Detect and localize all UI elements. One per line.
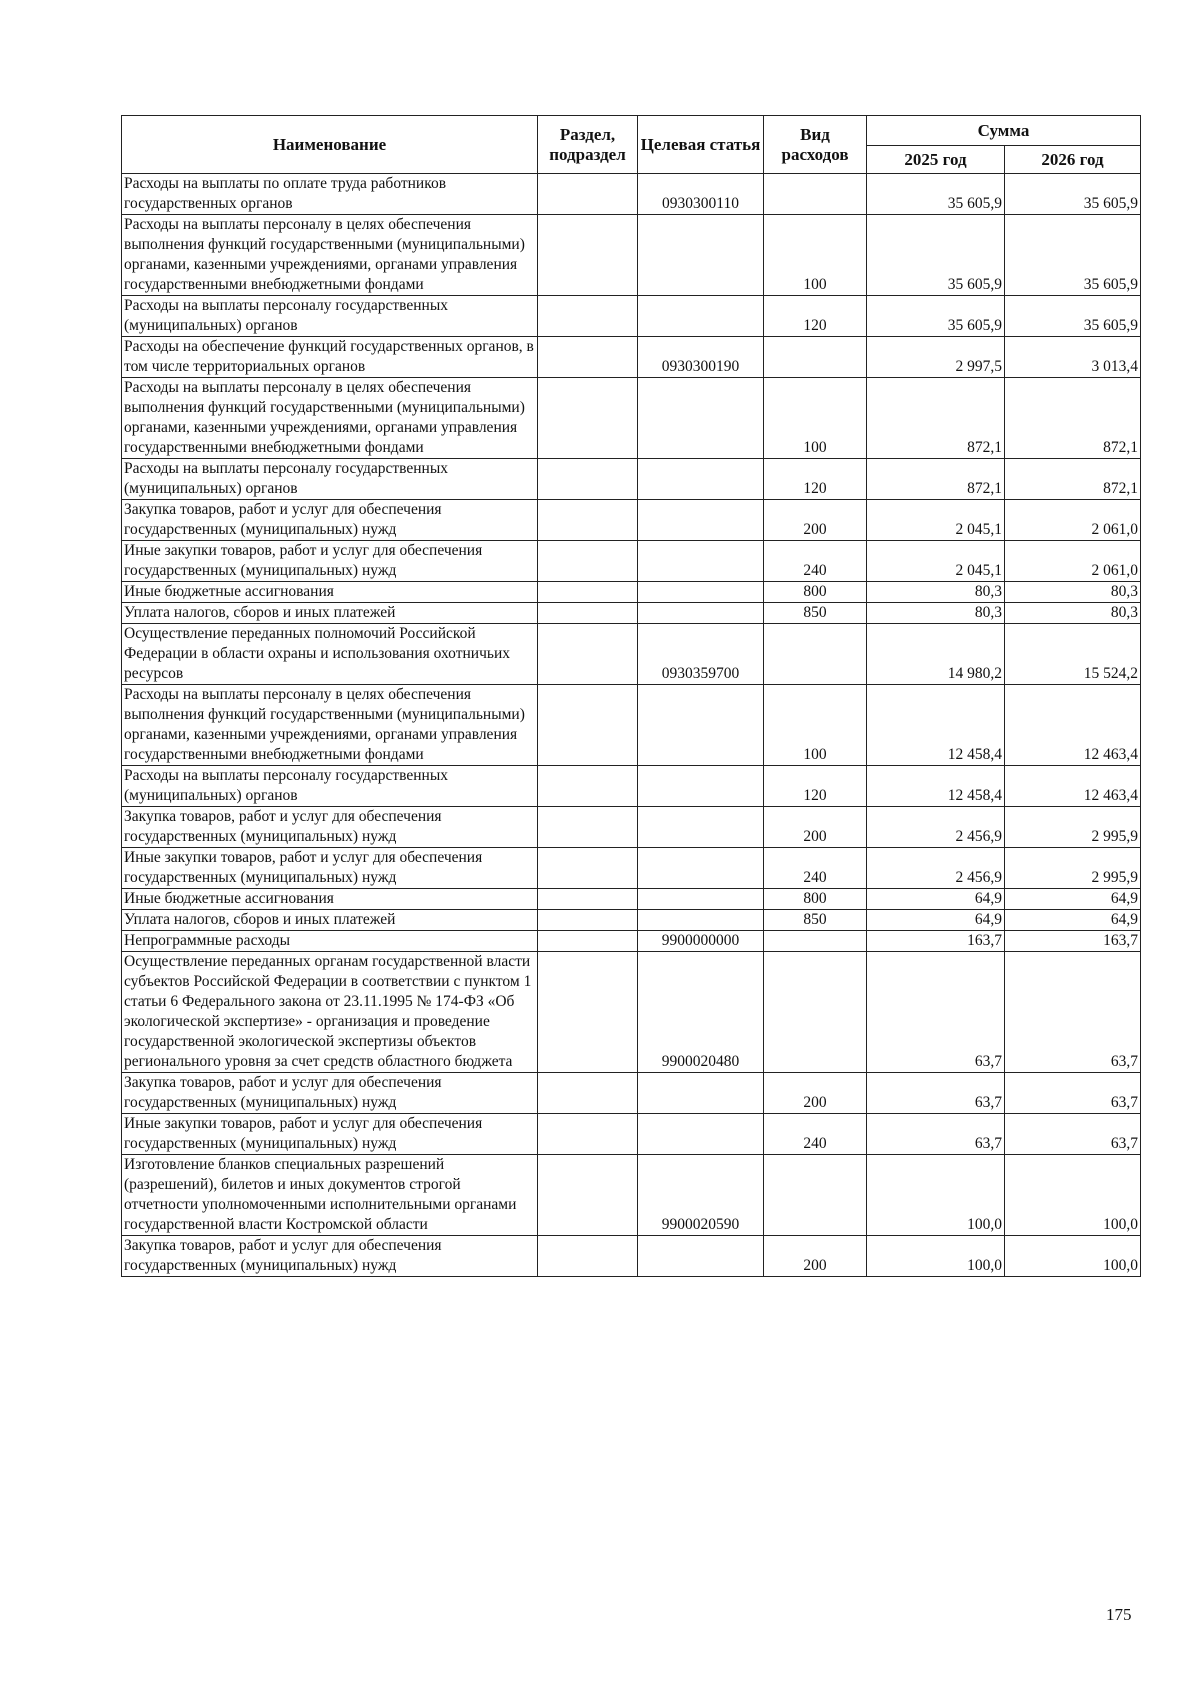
table-row [122,582,1141,603]
row-value-2025-cell: 2 456,9 [867,807,1005,848]
row-kind-cell: 120 [764,766,867,807]
row-value-2026-cell: 35 605,9 [1005,215,1141,296]
page-number: 175 [1106,1605,1132,1624]
header-year-2026: 2026 год [1005,146,1141,174]
row-section-cell [538,910,638,931]
row-kind-cell: 240 [764,541,867,582]
table-row [122,1155,1141,1236]
row-value-2026-cell: 63,7 [1005,952,1141,1073]
row-value-2025-cell: 872,1 [867,459,1005,500]
row-target-cell [638,541,764,582]
row-value-2025-cell: 35 605,9 [867,296,1005,337]
table-row [122,766,1141,807]
row-value-2026-cell: 80,3 [1005,603,1141,624]
row-kind-cell: 200 [764,1073,867,1114]
row-target-cell [638,766,764,807]
header-section: Раздел, подраздел [538,116,638,174]
row-section-cell [538,500,638,541]
row-name-cell: Осуществление переданных органам государственной власти субъектов Российской Федерации в соответствии с пунктом 1 статьи 6 Федерального закона от 23.11.1995 № 174-ФЗ «Об экологической экспертизе» - организация и проведение государственной экологической экспертизы объектов регионального уровня за счет средств областного бюджета [122,952,538,1073]
header-name: Наименование [122,116,538,174]
table-row [122,215,1141,296]
row-value-2025-cell: 64,9 [867,910,1005,931]
row-section-cell [538,337,638,378]
row-kind-cell: 120 [764,459,867,500]
row-kind-cell: 850 [764,910,867,931]
row-name-cell: Расходы на выплаты персоналу в целях обеспечения выполнения функций государственными (муниципальными) органами, казенными учреждениями, органами управления государственными внебюджетными фондами [122,685,538,766]
table-row [122,378,1141,459]
row-target-cell [638,889,764,910]
row-section-cell [538,1114,638,1155]
row-name-cell: Расходы на выплаты персоналу в целях обеспечения выполнения функций государственными (муниципальными) органами, казенными учреждениями, органами управления государственными внебюджетными фондами [122,378,538,459]
row-section-cell [538,807,638,848]
table-row [122,848,1141,889]
table-row [122,910,1141,931]
row-section-cell [538,378,638,459]
row-name-cell: Иные бюджетные ассигнования [122,889,538,910]
row-section-cell [538,889,638,910]
row-kind-cell: 200 [764,500,867,541]
row-value-2025-cell: 2 045,1 [867,500,1005,541]
row-kind-cell: 100 [764,215,867,296]
row-value-2026-cell: 100,0 [1005,1236,1141,1277]
row-target-cell [638,807,764,848]
row-section-cell [538,174,638,215]
row-value-2026-cell: 163,7 [1005,931,1141,952]
row-value-2025-cell: 2 997,5 [867,337,1005,378]
table-row [122,931,1141,952]
row-value-2026-cell: 2 995,9 [1005,848,1141,889]
row-target-cell: 0930359700 [638,624,764,685]
table-row [122,685,1141,766]
row-value-2026-cell: 35 605,9 [1005,296,1141,337]
row-section-cell [538,952,638,1073]
row-value-2025-cell: 872,1 [867,378,1005,459]
row-section-cell [538,1073,638,1114]
row-target-cell [638,1236,764,1277]
row-target-cell [638,1114,764,1155]
row-name-cell: Расходы на выплаты персоналу государственных (муниципальных) органов [122,766,538,807]
row-target-cell [638,603,764,624]
row-target-cell: 0930300110 [638,174,764,215]
row-value-2025-cell: 2 456,9 [867,848,1005,889]
header-target: Целевая статья [638,116,764,174]
row-value-2026-cell: 80,3 [1005,582,1141,603]
row-section-cell [538,931,638,952]
row-target-cell [638,500,764,541]
row-value-2026-cell: 64,9 [1005,910,1141,931]
row-value-2026-cell: 872,1 [1005,459,1141,500]
row-kind-cell: 200 [764,807,867,848]
row-kind-cell [764,624,867,685]
row-target-cell [638,848,764,889]
row-value-2025-cell: 12 458,4 [867,685,1005,766]
row-target-cell: 9900020480 [638,952,764,1073]
table-row [122,337,1141,378]
row-value-2026-cell: 2 061,0 [1005,500,1141,541]
row-value-2025-cell: 63,7 [867,952,1005,1073]
table-row [122,889,1141,910]
row-value-2025-cell: 100,0 [867,1236,1005,1277]
row-value-2025-cell: 100,0 [867,1155,1005,1236]
row-name-cell: Расходы на выплаты персоналу государственных (муниципальных) органов [122,296,538,337]
table-row [122,296,1141,337]
row-value-2026-cell: 3 013,4 [1005,337,1141,378]
row-target-cell: 9900000000 [638,931,764,952]
budget-table [121,115,1141,1277]
row-name-cell: Расходы на выплаты по оплате труда работников государственных органов [122,174,538,215]
row-kind-cell [764,931,867,952]
row-section-cell [538,766,638,807]
row-target-cell [638,910,764,931]
table-row [122,459,1141,500]
row-section-cell [538,215,638,296]
row-value-2026-cell: 12 463,4 [1005,766,1141,807]
row-name-cell: Изготовление бланков специальных разрешений (разрешений), билетов и иных документов строгой отчетности уполномоченными исполнительными органами государственной власти Костромской области [122,1155,538,1236]
row-target-cell [638,582,764,603]
row-name-cell: Закупка товаров, работ и услуг для обеспечения государственных (муниципальных) нужд [122,1236,538,1277]
row-kind-cell: 120 [764,296,867,337]
row-target-cell [638,459,764,500]
row-kind-cell: 100 [764,378,867,459]
row-value-2026-cell: 2 061,0 [1005,541,1141,582]
table-row [122,500,1141,541]
row-value-2026-cell: 12 463,4 [1005,685,1141,766]
row-kind-cell: 850 [764,603,867,624]
row-kind-cell: 800 [764,889,867,910]
row-kind-cell [764,952,867,1073]
row-section-cell [538,296,638,337]
row-section-cell [538,1155,638,1236]
row-target-cell [638,215,764,296]
row-kind-cell: 240 [764,848,867,889]
row-value-2025-cell: 163,7 [867,931,1005,952]
table-row [122,624,1141,685]
table-row [122,1073,1141,1114]
row-name-cell: Расходы на обеспечение функций государственных органов, в том числе территориальных органов [122,337,538,378]
row-name-cell: Уплата налогов, сборов и иных платежей [122,910,538,931]
row-value-2025-cell: 80,3 [867,603,1005,624]
row-name-cell: Осуществление переданных полномочий Российской Федерации в области охраны и использования охотничьих ресурсов [122,624,538,685]
row-target-cell: 0930300190 [638,337,764,378]
row-value-2025-cell: 12 458,4 [867,766,1005,807]
table-row [122,603,1141,624]
row-value-2025-cell: 35 605,9 [867,174,1005,215]
row-section-cell [538,624,638,685]
table-row [122,807,1141,848]
row-target-cell [638,296,764,337]
row-value-2026-cell: 872,1 [1005,378,1141,459]
row-kind-cell [764,174,867,215]
row-name-cell: Иные бюджетные ассигнования [122,582,538,603]
row-kind-cell [764,1155,867,1236]
table-row [122,1236,1141,1277]
row-value-2025-cell: 63,7 [867,1114,1005,1155]
header-kind: Вид расходов [764,116,867,174]
row-section-cell [538,541,638,582]
row-name-cell: Закупка товаров, работ и услуг для обеспечения государственных (муниципальных) нужд [122,500,538,541]
row-section-cell [538,1236,638,1277]
row-target-cell [638,685,764,766]
row-value-2026-cell: 15 524,2 [1005,624,1141,685]
row-kind-cell: 800 [764,582,867,603]
row-value-2026-cell: 35 605,9 [1005,174,1141,215]
table-body [122,174,1141,1277]
row-name-cell: Уплата налогов, сборов и иных платежей [122,603,538,624]
table-row [122,541,1141,582]
header-year-2025: 2025 год [867,146,1005,174]
table-row [122,1114,1141,1155]
row-section-cell [538,459,638,500]
row-value-2025-cell: 80,3 [867,582,1005,603]
row-kind-cell [764,337,867,378]
row-value-2026-cell: 63,7 [1005,1073,1141,1114]
row-name-cell: Расходы на выплаты персоналу в целях обеспечения выполнения функций государственными (муниципальными) органами, казенными учреждениями, органами управления государственными внебюджетными фондами [122,215,538,296]
row-target-cell [638,1073,764,1114]
row-section-cell [538,603,638,624]
row-name-cell: Закупка товаров, работ и услуг для обеспечения государственных (муниципальных) нужд [122,807,538,848]
row-value-2026-cell: 64,9 [1005,889,1141,910]
header-sum: Сумма [867,116,1141,146]
row-value-2026-cell: 63,7 [1005,1114,1141,1155]
row-name-cell: Непрограммные расходы [122,931,538,952]
row-value-2025-cell: 64,9 [867,889,1005,910]
row-value-2026-cell: 2 995,9 [1005,807,1141,848]
table-row [122,174,1141,215]
row-name-cell: Иные закупки товаров, работ и услуг для обеспечения государственных (муниципальных) нужд [122,848,538,889]
table-row [122,952,1141,1073]
row-section-cell [538,685,638,766]
row-kind-cell: 240 [764,1114,867,1155]
row-value-2025-cell: 14 980,2 [867,624,1005,685]
row-name-cell: Расходы на выплаты персоналу государственных (муниципальных) органов [122,459,538,500]
row-name-cell: Закупка товаров, работ и услуг для обеспечения государственных (муниципальных) нужд [122,1073,538,1114]
row-name-cell: Иные закупки товаров, работ и услуг для обеспечения государственных (муниципальных) нужд [122,1114,538,1155]
row-value-2026-cell: 100,0 [1005,1155,1141,1236]
row-kind-cell: 200 [764,1236,867,1277]
row-target-cell: 9900020590 [638,1155,764,1236]
row-value-2025-cell: 35 605,9 [867,215,1005,296]
row-section-cell [538,848,638,889]
row-value-2025-cell: 2 045,1 [867,541,1005,582]
row-name-cell: Иные закупки товаров, работ и услуг для обеспечения государственных (муниципальных) нужд [122,541,538,582]
row-target-cell [638,378,764,459]
row-kind-cell: 100 [764,685,867,766]
row-value-2025-cell: 63,7 [867,1073,1005,1114]
row-section-cell [538,582,638,603]
